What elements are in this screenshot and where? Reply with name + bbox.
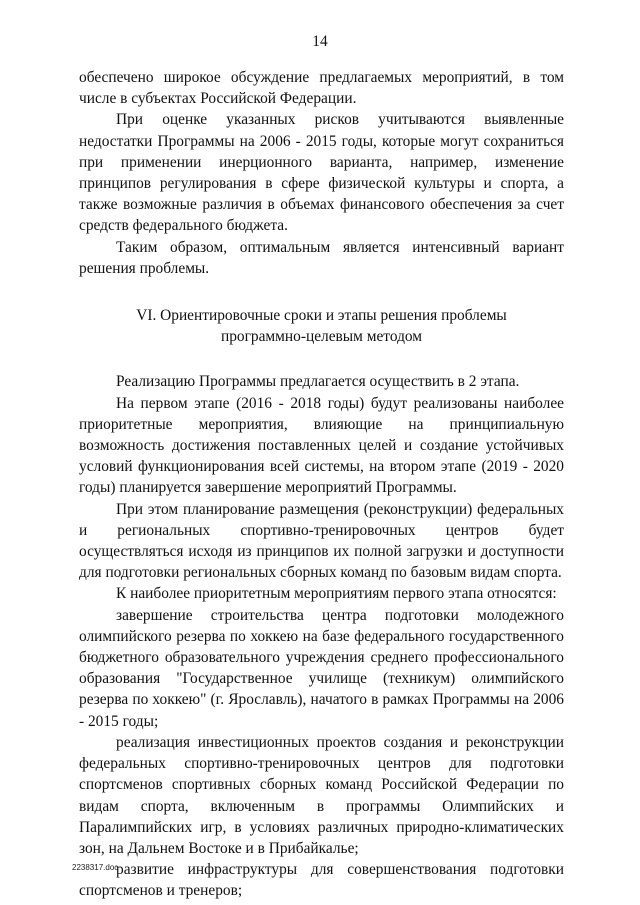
list-item-infrastructure: развитие инфраструктуры для совершенствования подготовки спортсменов и тренеров; — [79, 861, 564, 900]
list-item-investment-projects: реализация инвестиционных проектов создания и реконструкции федеральных спортивно-тренировочных центров для подготовки спортсменов спортивных сборных команд Российской Федерации по видам спорта, включенным в программы Олимпийских и Паралимпийских игр, в условиях различных природно-климатических зон, на Дальнем Востоке и в Прибайкалье; — [79, 733, 564, 857]
section-heading-line-2: программно-целевым методом — [220, 328, 423, 346]
paragraph-risks: При оценке указанных рисков учитываются выявленные недостатки Программы на 2006 - 2015 годы, которые могут сохраниться при применении инерционного варианта, например, изменение принципов регулирования в сфере физической культуры и спорта, а также возможные различия в объемах финансового обеспечения за счет средств федерального бюджета. — [79, 111, 564, 235]
paragraph-stages: Реализацию Программы предлагается осуществить в 2 этапа. — [116, 373, 520, 391]
paragraph-priority-intro: К наиболее приоритетным мероприятиям первого этапа относятся: — [116, 585, 557, 603]
list-item-hockey-center: завершение строительства центра подготовки молодежного олимпийского резерва по хоккею на базе федерального государственного бюджетного образовательного учреждения среднего профессионального образования "Государственное училище (техникум) олимпийского резерва по хоккею" (г. Ярославль), начатого в рамках Программы на 2006 - 2015 годы; — [79, 606, 564, 730]
paragraph-continuation: обеспечено широкое обсуждение предлагаемых мероприятий, в том числе в субъектах Российской Федерации. — [79, 69, 564, 108]
section-heading-line-1: VI. Ориентировочные сроки и этапы решения проблемы — [136, 307, 507, 325]
page-number: 14 — [312, 33, 328, 50]
footer-filename: 2238317.doc — [72, 863, 119, 872]
document-body — [79, 67, 564, 902]
section-heading — [79, 305, 564, 347]
paragraph-conclusion: Таким образом, оптимальным является интенсивный вариант решения проблемы. — [79, 238, 564, 277]
paragraph-first-stage: На первом этапе (2016 - 2018 годы) будут реализованы наиболее приоритетные мероприятия, влияющие на принципиальную возможность достижения поставленных целей и создание устойчивых условий функционирования всей системы, на втором этапе (2019 - 2020 годы) планируется завершение мероприятий Программы. — [79, 394, 564, 497]
paragraph-planning: При этом планирование размещения (реконструкции) федеральных и региональных спортивно-тренировочных центров будет осуществляться исходя из принципов их полной загрузки и доступности для подготовки региональных сборных команд по базовым видам спорта. — [79, 500, 564, 582]
